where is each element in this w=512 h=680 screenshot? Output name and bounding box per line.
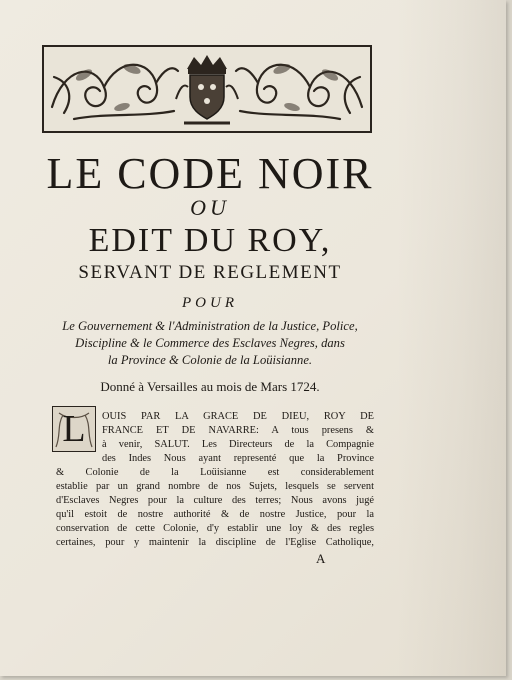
body-line: d'Esclaves Negres pour la culture des terres; Nous avons jugé: [56, 495, 374, 506]
body-line: certaines, pour y maintenir la discipline de l'Eglise Catholique,: [56, 537, 374, 548]
body-line: establie par un grand nombre de nos Sujets, lesquels se servent: [56, 481, 374, 492]
body-line: qu'il estoit de nostre authorité & de nostre Justice, pour la: [56, 509, 374, 520]
description-block: [44, 318, 376, 369]
document-subtitle: SERVANT DE REGLEMENT: [78, 262, 342, 283]
body-line: FRANCE ET DE NAVARRE: A tous presens &: [102, 425, 374, 436]
body-line: conservation de cette Colonie, d'y establir une loy & des regles: [56, 523, 374, 534]
description-line: Le Gouvernement & l'Administration de la Justice, Police,: [62, 319, 358, 333]
crown-shield-emblem: [176, 55, 238, 123]
body-line: à venir, SALUT. Les Directeurs de la Compagnie: [102, 439, 374, 450]
headpiece-engraving: [44, 47, 370, 131]
ornamental-headpiece: [42, 45, 372, 133]
description-line: la Province & Colonie de la Loüisianne.: [107, 353, 313, 367]
paper-fold-shadow: [396, 0, 506, 676]
pour-heading: POUR: [182, 295, 238, 311]
body-line: des Indes Nous ayant representé que la Province: [102, 453, 374, 464]
body-line: & Colonie de la Loüisianne est considerablement: [56, 467, 374, 478]
initial-letter: L: [62, 408, 86, 450]
decorated-initial: [52, 406, 96, 452]
date-line: Donné à Versailles au mois de Mars 1724.: [100, 379, 320, 394]
document-title-secondary: EDIT DU ROY,: [88, 222, 332, 259]
description-line: Discipline & le Commerce des Esclaves Negres, dans: [75, 336, 345, 350]
document-title: LE CODE NOIR: [46, 149, 374, 198]
signature-mark: A: [316, 551, 326, 566]
title-conjunction: OU: [190, 195, 230, 220]
body-line: OUIS PAR LA GRACE DE DIEU, ROY DE: [102, 411, 374, 422]
